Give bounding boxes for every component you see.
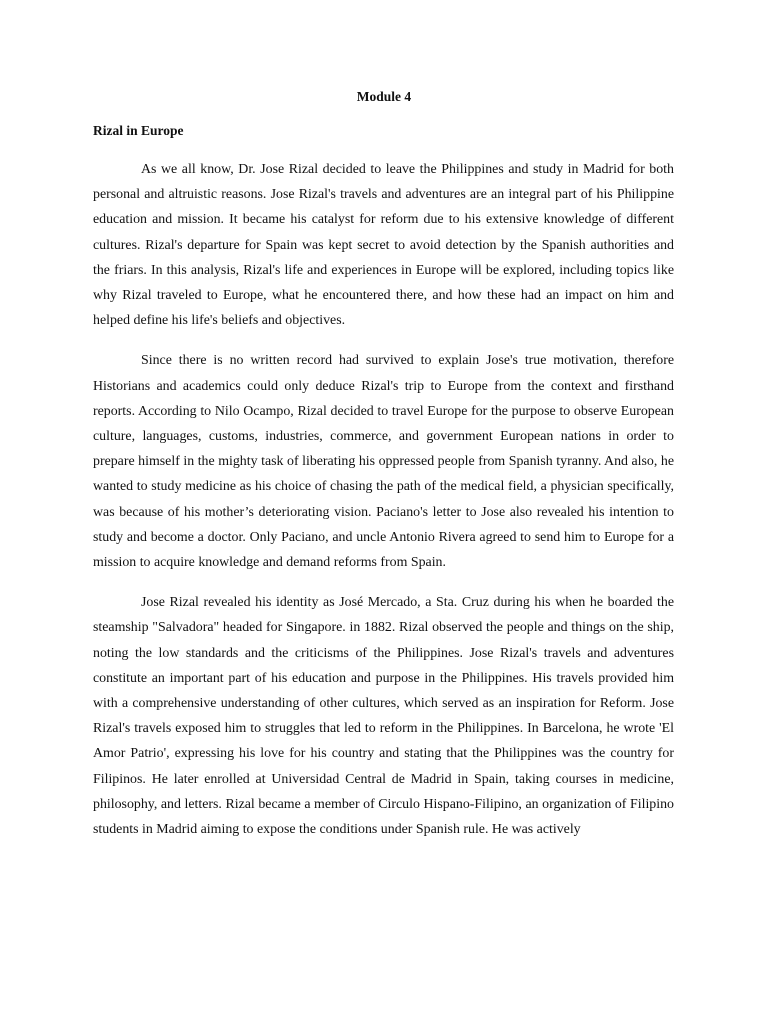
module-title: Module 4 — [356, 89, 412, 104]
body-text — [93, 157, 674, 857]
paragraph: As we all know, Dr. Jose Rizal decided to leave the Philippines and study in Madrid for both personal and altruistic reasons. Jose Rizal's travels and adventures are an integral part of his Philippine education and mission. It became his catalyst for reform due to his extensive knowledge of different cultures. Rizal's departure for Spain was kept secret to avoid detection by the Spanish authorities and the friars. In this analysis, Rizal's life and experiences in Europe will be explored, including topics like why Rizal traveled to Europe, what he encountered there, and how these had an impact on him and helped define his life's beliefs and objectives. — [93, 162, 674, 329]
paragraph: Jose Rizal revealed his identity as José Mercado, a Sta. Cruz during his when he boarded the steamship "Salvadora" headed for Singapore. in 1882. Rizal observed the people and things on the ship, noting the low standards and the criticisms of the Philippines. Jose Rizal's travels and adventures constitute an important part of his education and purpose in the Philippines. His travels provided him with a comprehensive understanding of other cultures, which served as an inspiration for Reform. Jose Rizal's travels exposed him to struggles that led to reform in the Philippines. In Barcelona, he wrote 'El Amor Patrio', expressing his love for his country and stating that the Philippines was the country for Filipinos. He later enrolled at Universidad Central de Madrid in Spain, taking courses in medicine, philosophy, and letters. Rizal became a member of Circulo Hispano-Filipino, an organization of Filipino students in Madrid aiming to expose the conditions under Spanish rule. He was actively — [93, 595, 674, 838]
section-heading: Rizal in Europe — [93, 123, 184, 138]
paragraph: Since there is no written record had survived to explain Jose's true motivation, therefore Historians and academics could only deduce Rizal's trip to Europe from the context and firsthand reports. According to Nilo Ocampo, Rizal decided to travel Europe for the purpose to observe European culture, languages, customs, industries, commerce, and government European nations in order to prepare himself in the mighty task of liberating his oppressed people from Spanish tyranny. And also, he wanted to study medicine as his choice of chasing the path of the medical field, a physician specifically, was because of his mother’s deteriorating vision. Paciano's letter to Jose also revealed his intention to study and become a doctor. Only Paciano, and uncle Antonio Rivera agreed to send him to Europe for a mission to acquire knowledge and demand reforms from Spain. — [93, 353, 674, 571]
